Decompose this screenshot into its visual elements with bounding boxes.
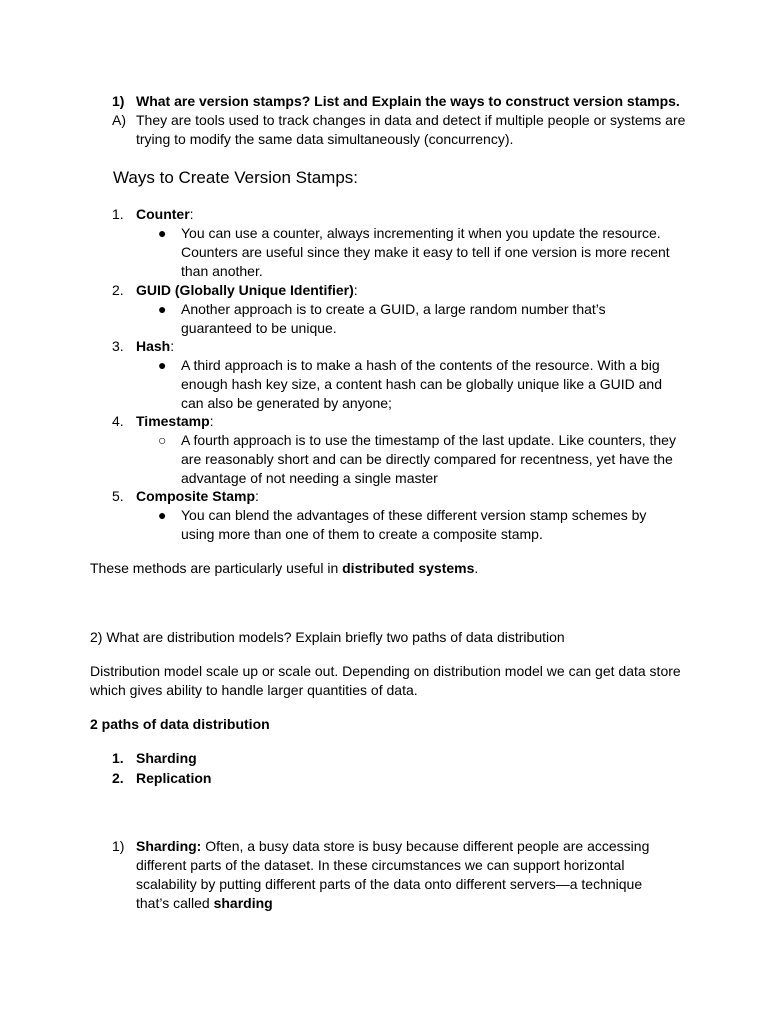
path-label: Replication xyxy=(136,770,212,786)
section-heading: Ways to Create Version Stamps: xyxy=(113,168,359,187)
bullet: ● xyxy=(158,301,167,317)
list-item-title: GUID (Globally Unique Identifier): xyxy=(136,282,358,298)
list-item-number: 5. xyxy=(112,488,124,504)
q2-question: 2) What are distribution models? Explain briefly two paths of data distribution xyxy=(90,629,565,645)
list-item-title: Hash: xyxy=(136,338,175,354)
path-number: 1. xyxy=(112,750,124,766)
bullet-hollow: ○ xyxy=(158,432,167,448)
list-item-number: 1. xyxy=(112,206,124,222)
path-number: 2. xyxy=(112,770,124,786)
list-item-title: Timestamp: xyxy=(136,413,214,429)
q1-marker: 1) xyxy=(112,93,125,109)
q1-answer-marker: A) xyxy=(112,112,126,128)
list-item-text: A third approach is to make a hash of the contents of the resource. With a big enough hash key size, a content hash can be globally unique like a GUID and can also be generated by anyone; xyxy=(181,357,662,411)
q1-question: What are version stamps? List and Explain the ways to construct version stamps. xyxy=(136,93,680,109)
list-item-number: 4. xyxy=(112,413,124,429)
list-item-title: Composite Stamp: xyxy=(136,488,259,504)
path-label: Sharding xyxy=(136,750,197,766)
bullet: ● xyxy=(158,357,167,373)
list-item-title: Counter: xyxy=(136,206,194,222)
q1-answer: They are tools used to track changes in data and detect if multiple people or systems are trying to modify the same data simultaneously (concurrency). xyxy=(136,112,686,147)
list-item-text: You can use a counter, always incrementing it when you update the resource. Counters are useful since they make it easy to tell if one version is more recent than another. xyxy=(181,225,670,279)
closing-sentence: These methods are particularly useful in distributed systems. xyxy=(90,560,479,576)
list-item-number: 3. xyxy=(112,338,124,354)
list-item-text: A fourth approach is to use the timestamp of the last update. Like counters, they are reasonably short and can be directly compared for recentness, yet have the advantage of not needing a single master xyxy=(181,432,676,486)
sharding-paragraph: Sharding: Often, a busy data store is busy because different people are accessing different parts of the dataset. In these circumstances we can support horizontal scalability by putting different parts of the data onto different servers—a technique that’s called sharding xyxy=(136,838,650,911)
q2-subheading: 2 paths of data distribution xyxy=(90,716,270,732)
q2-answer: Distribution model scale up or scale out. Depending on distribution model we can get data store which gives ability to handle larger quantities of data. xyxy=(90,663,681,698)
sharding-marker: 1) xyxy=(112,838,125,854)
bullet: ● xyxy=(158,507,167,523)
bullet: ● xyxy=(158,225,167,241)
list-item-text: You can blend the advantages of these different version stamp schemes by using more than one of them to create a composite stamp. xyxy=(181,507,647,542)
list-item-number: 2. xyxy=(112,282,124,298)
list-item-text: Another approach is to create a GUID, a large random number that’s guaranteed to be unique. xyxy=(181,301,606,336)
